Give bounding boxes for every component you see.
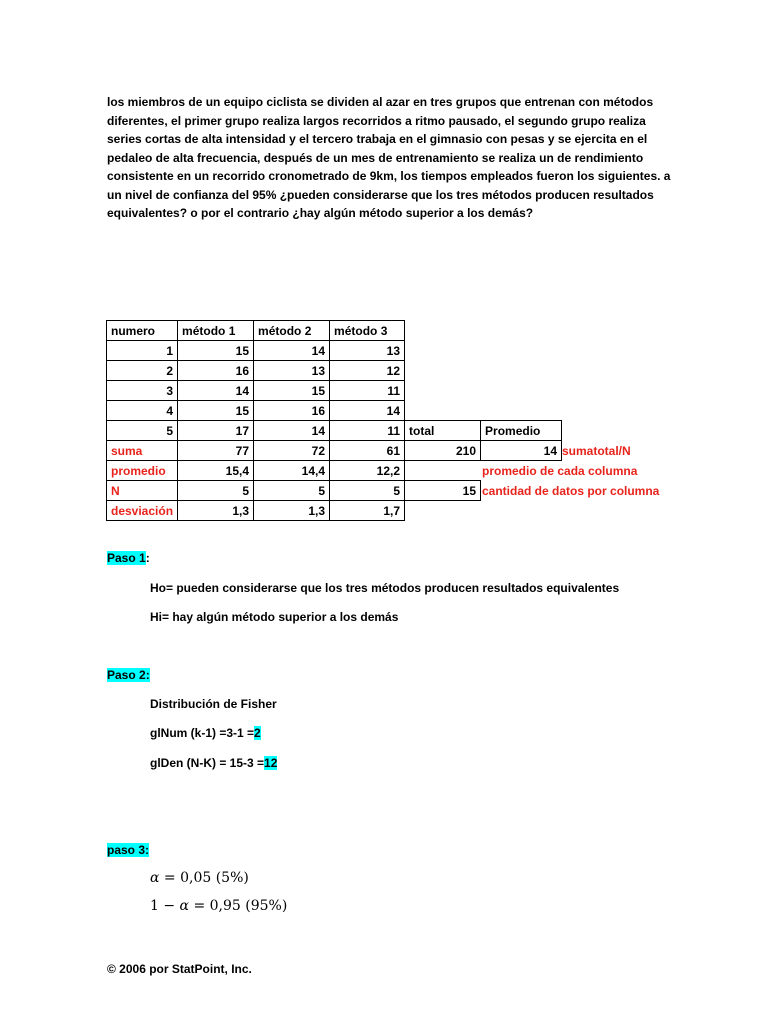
table-cell: 5 xyxy=(330,481,405,501)
table-cell: 1,7 xyxy=(330,501,405,521)
paso3-heading xyxy=(107,843,149,857)
table-row xyxy=(107,341,562,361)
header-metodo-2: método 2 xyxy=(254,321,330,341)
suma-note: sumatotal/N xyxy=(562,444,631,458)
hypothesis-null: Ho= pueden considerarse que los tres métodos producen resultados equivalentes xyxy=(150,581,620,595)
table-cell: 15 xyxy=(178,341,254,361)
alpha-symbol: α xyxy=(150,870,160,886)
table-row xyxy=(107,421,562,441)
distribution-label: Distribución de Fisher xyxy=(150,697,277,711)
table-cell: 4 xyxy=(107,401,178,421)
alpha-equation xyxy=(150,870,249,886)
table-cell: 3 xyxy=(107,381,178,401)
table-cell: 1,3 xyxy=(254,501,330,521)
table-cell: 12,2 xyxy=(330,461,405,481)
intro-line: equivalentes? o por el contrario ¿hay algún método superior a los demás? xyxy=(107,206,534,220)
suma-promedio: 14 xyxy=(481,441,562,461)
table-cell: 14 xyxy=(330,401,405,421)
intro-line: diferentes, el primer grupo realiza largos recorridos a ritmo pausado, el segundo grupo realiza xyxy=(107,113,646,128)
one-minus: 1 − xyxy=(150,898,180,914)
suma-total: 210 xyxy=(405,441,481,461)
table-cell: 1 xyxy=(107,341,178,361)
alpha-value: = 0,05 (5%) xyxy=(159,870,249,886)
table-header-row xyxy=(107,321,562,341)
intro-line: un nivel de confianza del 95% ¿pueden considerarse que los tres métodos producen resultados xyxy=(107,187,654,202)
table-cell: 15,4 xyxy=(178,461,254,481)
hypothesis-alt: Hi= hay algún método superior a los demás xyxy=(150,610,399,624)
table-cell: 1,3 xyxy=(178,501,254,521)
table-cell: 16 xyxy=(254,401,330,421)
n-note: cantidad de datos por columna xyxy=(482,484,660,498)
alpha-symbol: α xyxy=(179,898,190,914)
table-row xyxy=(107,381,562,401)
table-cell: 11 xyxy=(330,381,405,401)
table-row xyxy=(107,401,562,421)
n-label: N xyxy=(107,481,178,501)
paso3-title: paso 3: xyxy=(107,843,150,857)
glden-value: 12 xyxy=(264,756,278,770)
table-cell: 15 xyxy=(178,401,254,421)
desviacion-row xyxy=(107,501,562,521)
table-cell: 15 xyxy=(254,381,330,401)
header-metodo-1: método 1 xyxy=(178,321,254,341)
paso2-heading xyxy=(107,668,150,682)
intro-line: consistente en un recorrido cronometrado de 9km, los tiempos empleados fueron los siguientes. a xyxy=(107,169,671,183)
table-cell: 5 xyxy=(254,481,330,501)
table-cell: 14 xyxy=(178,381,254,401)
header-metodo-3: método 3 xyxy=(330,321,405,341)
paso2-title: Paso 2: xyxy=(107,668,150,682)
confidence-equation xyxy=(150,898,287,914)
table-cell: 14,4 xyxy=(254,461,330,481)
copyright-footer: © 2006 por StatPoint, Inc. xyxy=(107,962,252,976)
suma-label: suma xyxy=(107,441,178,461)
suma-row xyxy=(107,441,562,461)
problem-statement xyxy=(107,93,671,223)
intro-line: series cortas de alta intensidad y el tercero trabaja en el gimnasio con pesas y se ejercita en el xyxy=(107,132,648,146)
table-cell: 13 xyxy=(330,341,405,361)
intro-line: los miembros de un equipo ciclista se dividen al azar en tres grupos que entrenan con métodos xyxy=(107,95,654,109)
n-total: 15 xyxy=(405,481,481,501)
glden-text: glDen (N-K) = 15-3 = xyxy=(150,756,265,770)
table-cell: 14 xyxy=(254,421,330,441)
table-row xyxy=(107,361,562,381)
promedio-label: Promedio xyxy=(481,421,562,441)
promedio-note: promedio de cada columna xyxy=(482,464,638,478)
table-cell: 77 xyxy=(178,441,254,461)
paso1-colon: : xyxy=(145,551,150,565)
confidence-value: = 0,95 (95%) xyxy=(189,898,288,914)
table-cell: 5 xyxy=(107,421,178,441)
table-cell: 11 xyxy=(330,421,405,441)
table-cell: 14 xyxy=(254,341,330,361)
table-cell: 72 xyxy=(254,441,330,461)
table-cell: 61 xyxy=(330,441,405,461)
paso1-heading xyxy=(107,551,150,565)
promedio-row-label: promedio xyxy=(107,461,178,481)
table-cell: 5 xyxy=(178,481,254,501)
total-label: total xyxy=(405,421,481,441)
table-cell: 12 xyxy=(330,361,405,381)
header-numero: numero xyxy=(107,321,178,341)
intro-line: pedaleo de alta frecuencia, después de un mes de entrenamiento se realiza un de rendimiento xyxy=(107,150,644,165)
paso1-title: Paso 1 xyxy=(107,551,146,565)
table-cell: 2 xyxy=(107,361,178,381)
desviacion-label: desviación xyxy=(107,501,178,521)
glnum-value: 2 xyxy=(254,726,261,740)
table-cell: 17 xyxy=(178,421,254,441)
table-cell: 16 xyxy=(178,361,254,381)
table-cell: 13 xyxy=(254,361,330,381)
glnum-line xyxy=(150,726,261,740)
glnum-text: glNum (k-1) =3-1 = xyxy=(150,726,255,740)
glden-line xyxy=(150,756,277,770)
